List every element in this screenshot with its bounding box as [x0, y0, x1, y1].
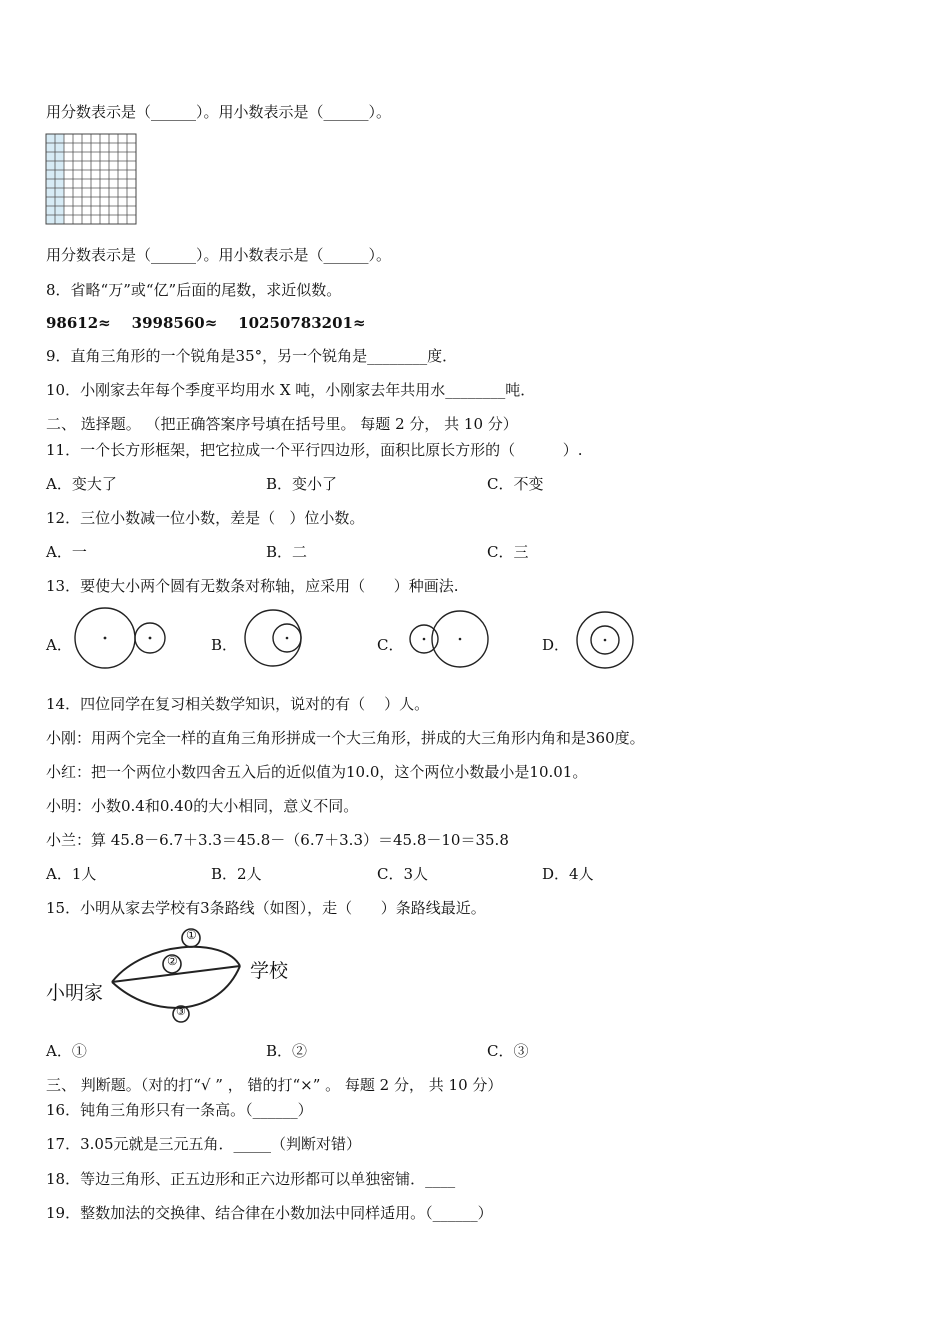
q13-figure-a-circles — [72, 605, 168, 671]
question-10: 10．小刚家去年每个季度平均用水 X 吨，小刚家去年共用水________吨． — [46, 381, 536, 399]
question-9: 9．直角三角形的一个锐角是35°，另一个锐角是________度． — [46, 347, 458, 365]
q14-statement-xiaohong: 小红：把一个两位小数四舍五入后的近似值为10.0，这个两位小数最小是10.01。 — [46, 763, 588, 781]
route-3-marker: ③ — [176, 1005, 186, 1018]
q14-statement-xiaolan: 小兰：算 45.8－6.7＋3.3＝45.8－（6.7＋3.3）＝45.8－10＝35.8 — [46, 831, 509, 849]
q11-option-a[interactable]: A．变大了 — [46, 475, 117, 493]
question-8-numbers: 98612≈ 3998560≈ 10250783201≈ — [46, 314, 366, 332]
line-fraction-1: 用分数表示是（______）。用小数表示是（______）。 — [46, 103, 392, 121]
q11-option-c[interactable]: C．不变 — [487, 475, 544, 493]
q12-option-a[interactable]: A．一 — [46, 543, 87, 561]
q13-figure-c-circles — [408, 608, 492, 670]
q11-option-b[interactable]: B．变小了 — [266, 475, 338, 493]
section-2-heading: 二、 选择题。 （把正确答案序号填在括号里。 每题 2 分， 共 10 分） — [46, 415, 518, 433]
hundred-grid-figure — [45, 133, 137, 225]
q14-option-b[interactable]: B．2人 — [211, 865, 262, 883]
home-label: 小明家 — [46, 982, 104, 1004]
line-fraction-2: 用分数表示是（______）。用小数表示是（______）。 — [46, 246, 392, 264]
question-14: 14．四位同学在复习相关数学知识，说对的有（ ）人。 — [46, 695, 430, 713]
question-19: 19．整数加法的交换律、结合律在小数加法中同样适用。（______） — [46, 1204, 493, 1222]
question-18: 18．等边三角形、正五边形和正六边形都可以单独密铺．____ — [46, 1170, 456, 1188]
school-label: 学校 — [250, 960, 289, 982]
question-12: 12．三位小数减一位小数，差是（ ）位小数。 — [46, 509, 365, 527]
q13-option-a[interactable]: A． — [46, 636, 72, 654]
q14-statement-xiaoming: 小明：小数0.4和0.40的大小相同，意义不同。 — [46, 797, 359, 815]
q15-option-a[interactable]: A．① — [46, 1042, 87, 1060]
q14-option-a[interactable]: A．1人 — [46, 865, 97, 883]
q13-figure-b-circles — [243, 608, 305, 668]
q15-option-c[interactable]: C．③ — [487, 1042, 529, 1060]
route-1-marker: ① — [186, 928, 197, 942]
route-figure — [44, 926, 314, 1030]
q14-option-c[interactable]: C．3人 — [377, 865, 429, 883]
question-16: 16．钝角三角形只有一条高。（______） — [46, 1101, 313, 1119]
question-11: 11．一个长方形框架，把它拉成一个平行四边形，面积比原长方形的（ ）. — [46, 441, 583, 459]
question-17: 17．3.05元就是三元五角．_____（判断对错） — [46, 1135, 361, 1153]
q14-option-d[interactable]: D．4人 — [542, 865, 594, 883]
q13-option-d[interactable]: D． — [542, 636, 570, 654]
q14-statement-xiaogang: 小刚：用两个完全一样的直角三角形拼成一个大三角形，拼成的大三角形内角和是360度。 — [46, 729, 645, 747]
q13-figure-d-circles — [574, 610, 636, 670]
question-15: 15．小明从家去学校有3条路线（如图），走（ ）条路线最近。 — [46, 899, 486, 917]
section-3-heading: 三、 判断题。（对的打“√ ” ， 错的打“×” 。 每题 2 分， 共 10 分） — [46, 1076, 503, 1094]
q12-option-b[interactable]: B．二 — [266, 543, 308, 561]
route-2-marker: ② — [167, 954, 178, 968]
q12-option-c[interactable]: C．三 — [487, 543, 529, 561]
question-13: 13．要使大小两个圆有无数条对称轴，应采用（ ）种画法. — [46, 577, 459, 595]
q13-option-c[interactable]: C． — [377, 636, 404, 654]
q15-option-b[interactable]: B．② — [266, 1042, 308, 1060]
question-8: 8．省略“万”或“亿”后面的尾数，求近似数。 — [46, 281, 342, 299]
q13-option-b[interactable]: B． — [211, 636, 238, 654]
